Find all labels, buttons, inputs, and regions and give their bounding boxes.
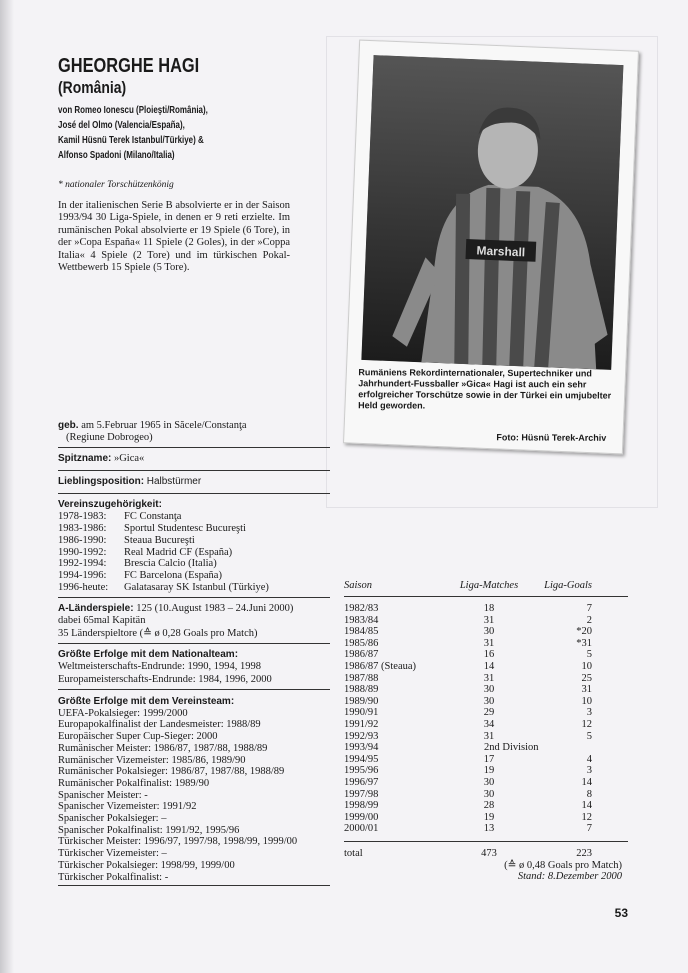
clubs-list xyxy=(58,511,330,593)
club-success-line: Rumänischer Vizemeister: 1985/86, 1989/90 xyxy=(58,754,246,766)
divider xyxy=(58,470,330,471)
nickname-value: »Gica« xyxy=(113,453,145,464)
total-label: total xyxy=(344,847,363,859)
season-stats-table xyxy=(344,580,628,882)
matches-cell: 17 xyxy=(483,753,495,765)
goals-cell: 31 xyxy=(581,684,592,696)
header-matches: Liga-Matches xyxy=(459,580,519,591)
matches-cell: 31 xyxy=(483,614,495,626)
club-name: Sportul Studentesc Bucureşti xyxy=(124,523,246,535)
matches-cell: 31 xyxy=(483,672,495,684)
table-row xyxy=(344,684,628,696)
club-years: 1994-1996: xyxy=(58,569,107,581)
goals-cell: 12 xyxy=(581,718,592,730)
table-header-rule xyxy=(344,596,628,597)
club-row xyxy=(58,570,330,582)
photo-credit: Foto: Hüsnü Terek-Archiv xyxy=(496,432,607,443)
national-success-label: Größte Erfolge mit dem Nationalteam: xyxy=(58,649,239,660)
matches-cell: 16 xyxy=(483,649,495,661)
goals-cell: 25 xyxy=(581,672,592,684)
total-row xyxy=(344,848,628,860)
table-row xyxy=(344,754,628,766)
club-name: FC Constanţa xyxy=(124,511,182,523)
player-photo-illustration xyxy=(361,55,623,370)
nickname-row xyxy=(58,453,330,465)
player-photo xyxy=(361,55,623,370)
season-cell: 1987/88 xyxy=(344,672,379,684)
matches-cell: 31 xyxy=(483,730,495,742)
table-header xyxy=(344,580,628,596)
matches-cell: 31 xyxy=(483,637,495,649)
club-name: Steaua Bucureşti xyxy=(124,534,195,546)
club-name: FC Barcelona (España) xyxy=(124,569,222,581)
page-number: 53 xyxy=(614,906,628,920)
season-cell: 1989/90 xyxy=(344,695,379,707)
clubs-label: Vereinszugehörigkeit: xyxy=(58,499,162,510)
caps-goals: 35 Länderspieltore (≙ ø 0,28 Goals pro Match) xyxy=(58,627,258,639)
club-row xyxy=(58,511,330,523)
divider xyxy=(58,597,330,598)
table-row xyxy=(344,823,628,835)
season-cell: 1985/86 xyxy=(344,637,379,649)
player-name: GHEORGHE HAGI xyxy=(58,55,200,77)
club-years: 1978-1983: xyxy=(58,511,107,523)
goals-cell: 5 xyxy=(586,730,592,742)
division-note: 2nd Division xyxy=(484,742,539,754)
matches-cell: 29 xyxy=(483,707,495,719)
goals-cell: 14 xyxy=(581,800,592,812)
goals-cell: *31 xyxy=(576,637,592,649)
goals-cell: 3 xyxy=(586,707,592,719)
goals-cell: *20 xyxy=(576,626,592,638)
club-success-line: Europapokalfinalist der Landesmeister: 1988/89 xyxy=(58,719,261,731)
table-row xyxy=(344,731,628,743)
matches-cell: 19 xyxy=(483,765,495,777)
footnote: * nationaler Torschützenkönig xyxy=(58,180,174,190)
club-name: Real Madrid CF (España) xyxy=(124,546,233,558)
season-cell: 1983/84 xyxy=(344,614,379,626)
season-cell: 1986/87 (Steaua) xyxy=(344,660,417,672)
photo-caption: Rumäniens Rekordinternationaler, Supertechniker und Jahrhundert-Fussballer »Gica« Hagi ist auch ein sehr erfolgreicher Torschütze sowie in der Türkei ein umjubelter Held geworden. xyxy=(358,367,612,411)
goals-cell: 7 xyxy=(586,823,592,835)
goals-cell: 4 xyxy=(586,753,592,765)
table-body xyxy=(344,603,628,835)
club-success-line: Rumänischer Pokalsieger: 1986/87, 1987/88, 1988/89 xyxy=(58,766,285,778)
season-cell: 1988/89 xyxy=(344,684,379,696)
matches-cell: 19 xyxy=(483,811,495,823)
season-cell: 1997/98 xyxy=(344,788,379,800)
nickname-label: Spitzname: xyxy=(58,453,112,464)
table-row xyxy=(344,661,628,673)
header-goals: Liga-Goals xyxy=(544,580,592,591)
season-cell: 1995/96 xyxy=(344,765,379,777)
birth-region: (Regiune Dobrogeo) xyxy=(66,432,153,444)
club-success-line: Türkischer Meister: 1996/97, 1997/98, 1998/99, 1999/00 xyxy=(58,836,298,848)
national-success-line: Europameisterschafts-Endrunde: 1984, 1996, 2000 xyxy=(58,673,272,685)
author-line: Kamil Hüsnü Terek Istanbul/Türkiye) & xyxy=(58,134,204,146)
club-success-line: Europäischer Super Cup-Sieger: 2000 xyxy=(58,731,218,743)
author-line: José del Olmo (Valencia/España), xyxy=(58,119,185,131)
birth-label: geb. xyxy=(58,420,79,431)
shirt-sponsor-text: Marshall xyxy=(476,243,526,260)
intro-paragraph: In der italienischen Serie B absolvierte er in der Saison 1993/94 30 Liga-Spiele, in denen er 9 reti erzielte. Im rumänischen Pokal absolvierte er 19 Spiele (6 Tore), in der »Copa España« 11 Spiele (2 Goles), in der »Coppa Italia« 4 Spiele (2 Tore) und im türkischen Pokal-Wettbewerb 15 Spiele (5 Tore). xyxy=(58,200,290,274)
matches-cell: 28 xyxy=(483,800,495,812)
club-row xyxy=(58,558,330,570)
season-cell: 2000/01 xyxy=(344,823,379,835)
table-row xyxy=(344,603,628,615)
club-success-line: Türkischer Pokalsieger: 1998/99, 1999/00 xyxy=(58,859,235,871)
matches-cell: 30 xyxy=(483,684,495,696)
season-cell: 1999/00 xyxy=(344,811,379,823)
matches-cell: 34 xyxy=(483,718,495,730)
table-row xyxy=(344,777,628,789)
total-matches: 473 xyxy=(481,847,497,859)
divider xyxy=(58,689,330,690)
stats-date: Stand: 8.Dezember 2000 xyxy=(517,871,622,883)
table-row xyxy=(344,626,628,638)
divider xyxy=(58,493,330,494)
club-years: 1986-1990: xyxy=(58,534,107,546)
page-binding-shadow xyxy=(0,0,14,973)
caps-section xyxy=(58,603,330,640)
club-success-line: UEFA-Pokalsieger: 1999/2000 xyxy=(58,707,188,719)
goals-cell: 2 xyxy=(586,614,592,626)
club-success-line: Rumänischer Pokalfinalist: 1989/90 xyxy=(58,777,210,789)
table-row xyxy=(344,638,628,650)
season-cell: 1994/95 xyxy=(344,753,379,765)
goals-cell: 8 xyxy=(586,788,592,800)
caps-captain: dabei 65mal Kapitän xyxy=(58,615,146,627)
club-row xyxy=(58,535,330,547)
divider xyxy=(58,643,330,644)
season-cell: 1993/94 xyxy=(344,742,379,754)
matches-cell: 18 xyxy=(483,603,495,614)
goals-cell: 10 xyxy=(581,695,592,707)
club-years: 1996-heute: xyxy=(58,581,109,593)
position-label: Lieblingsposition: xyxy=(58,476,145,487)
club-years: 1992-1994: xyxy=(58,558,107,570)
clubs-section xyxy=(58,499,330,593)
club-success-section xyxy=(58,696,330,883)
position-row xyxy=(58,476,330,488)
matches-cell: 30 xyxy=(483,788,495,800)
club-success-line: Türkischer Pokalfinalist: - xyxy=(58,871,169,883)
goals-cell: 14 xyxy=(581,776,592,788)
club-years: 1983-1986: xyxy=(58,523,107,535)
author-line: von Romeo Ionescu (Ploieşti/România), xyxy=(58,104,208,116)
table-row xyxy=(344,649,628,661)
goals-cell: 5 xyxy=(586,649,592,661)
divider xyxy=(58,447,330,448)
club-success-line: Spanischer Pokalfinalist: 1991/92, 1995/96 xyxy=(58,824,240,836)
club-success-line: Türkischer Vizemeister: – xyxy=(58,848,167,860)
goals-average: (≙ ø 0,48 Goals pro Match) xyxy=(504,860,622,872)
club-success-line: Rumänischer Meister: 1986/87, 1987/88, 1988/89 xyxy=(58,742,268,754)
club-success-line: Spanischer Pokalsieger: – xyxy=(58,813,167,825)
authors-block xyxy=(58,103,208,163)
club-row xyxy=(58,523,330,535)
birth-text: am 5.Februar 1965 in Săcele/Constanţa xyxy=(81,420,247,431)
author-line: Alfonso Spadoni (Milano/Italia) xyxy=(58,149,175,161)
club-row xyxy=(58,547,330,559)
player-photo-card xyxy=(343,40,639,455)
total-goals: 223 xyxy=(576,847,592,859)
table-total-rule xyxy=(344,841,628,842)
season-cell: 1986/87 xyxy=(344,649,379,661)
club-name: Brescia Calcio (Italia) xyxy=(124,558,217,570)
header-season: Saison xyxy=(344,580,373,591)
table-row xyxy=(344,615,628,627)
matches-cell: 14 xyxy=(483,660,495,672)
caps-label: A-Länderspiele: xyxy=(58,603,134,614)
table-row xyxy=(344,707,628,719)
matches-cell: 30 xyxy=(483,776,495,788)
club-name: Galatasaray SK Istanbul (Türkiye) xyxy=(124,581,269,593)
goals-cell: 7 xyxy=(586,603,592,614)
table-row xyxy=(344,765,628,777)
table-row xyxy=(344,696,628,708)
caps-value: 125 (10.August 1983 – 24.Juni 2000) xyxy=(136,603,294,614)
season-cell: 1984/85 xyxy=(344,626,379,638)
position-value: Halbstürmer xyxy=(146,476,202,487)
season-cell: 1992/93 xyxy=(344,730,379,742)
season-cell: 1990/91 xyxy=(344,707,379,719)
table-row xyxy=(344,742,628,754)
club-row xyxy=(58,582,330,594)
season-cell: 1991/92 xyxy=(344,718,379,730)
goals-cell: 12 xyxy=(581,811,592,823)
national-success-section xyxy=(58,649,330,686)
table-row xyxy=(344,789,628,801)
season-cell: 1998/99 xyxy=(344,800,379,812)
club-success-line: Spanischer Vizemeister: 1991/92 xyxy=(58,801,197,813)
goals-cell: 3 xyxy=(586,765,592,777)
table-row xyxy=(344,812,628,824)
table-row xyxy=(344,673,628,685)
matches-cell: 30 xyxy=(483,695,495,707)
goals-cell: 10 xyxy=(581,660,592,672)
table-row xyxy=(344,719,628,731)
national-success-line: Weltmeisterschafts-Endrunde: 1990, 1994, 1998 xyxy=(58,661,261,673)
club-years: 1990-1992: xyxy=(58,546,107,558)
club-success-label: Größte Erfolge mit dem Vereinsteam: xyxy=(58,696,235,707)
club-success-line: Spanischer Meister: - xyxy=(58,789,148,801)
table-row xyxy=(344,800,628,812)
matches-cell: 13 xyxy=(483,823,495,835)
player-country: (România) xyxy=(58,78,127,97)
divider xyxy=(58,885,330,886)
season-cell: 1982/83 xyxy=(344,603,379,614)
matches-cell: 30 xyxy=(483,626,495,638)
season-cell: 1996/97 xyxy=(344,776,379,788)
birth-info xyxy=(58,420,330,445)
